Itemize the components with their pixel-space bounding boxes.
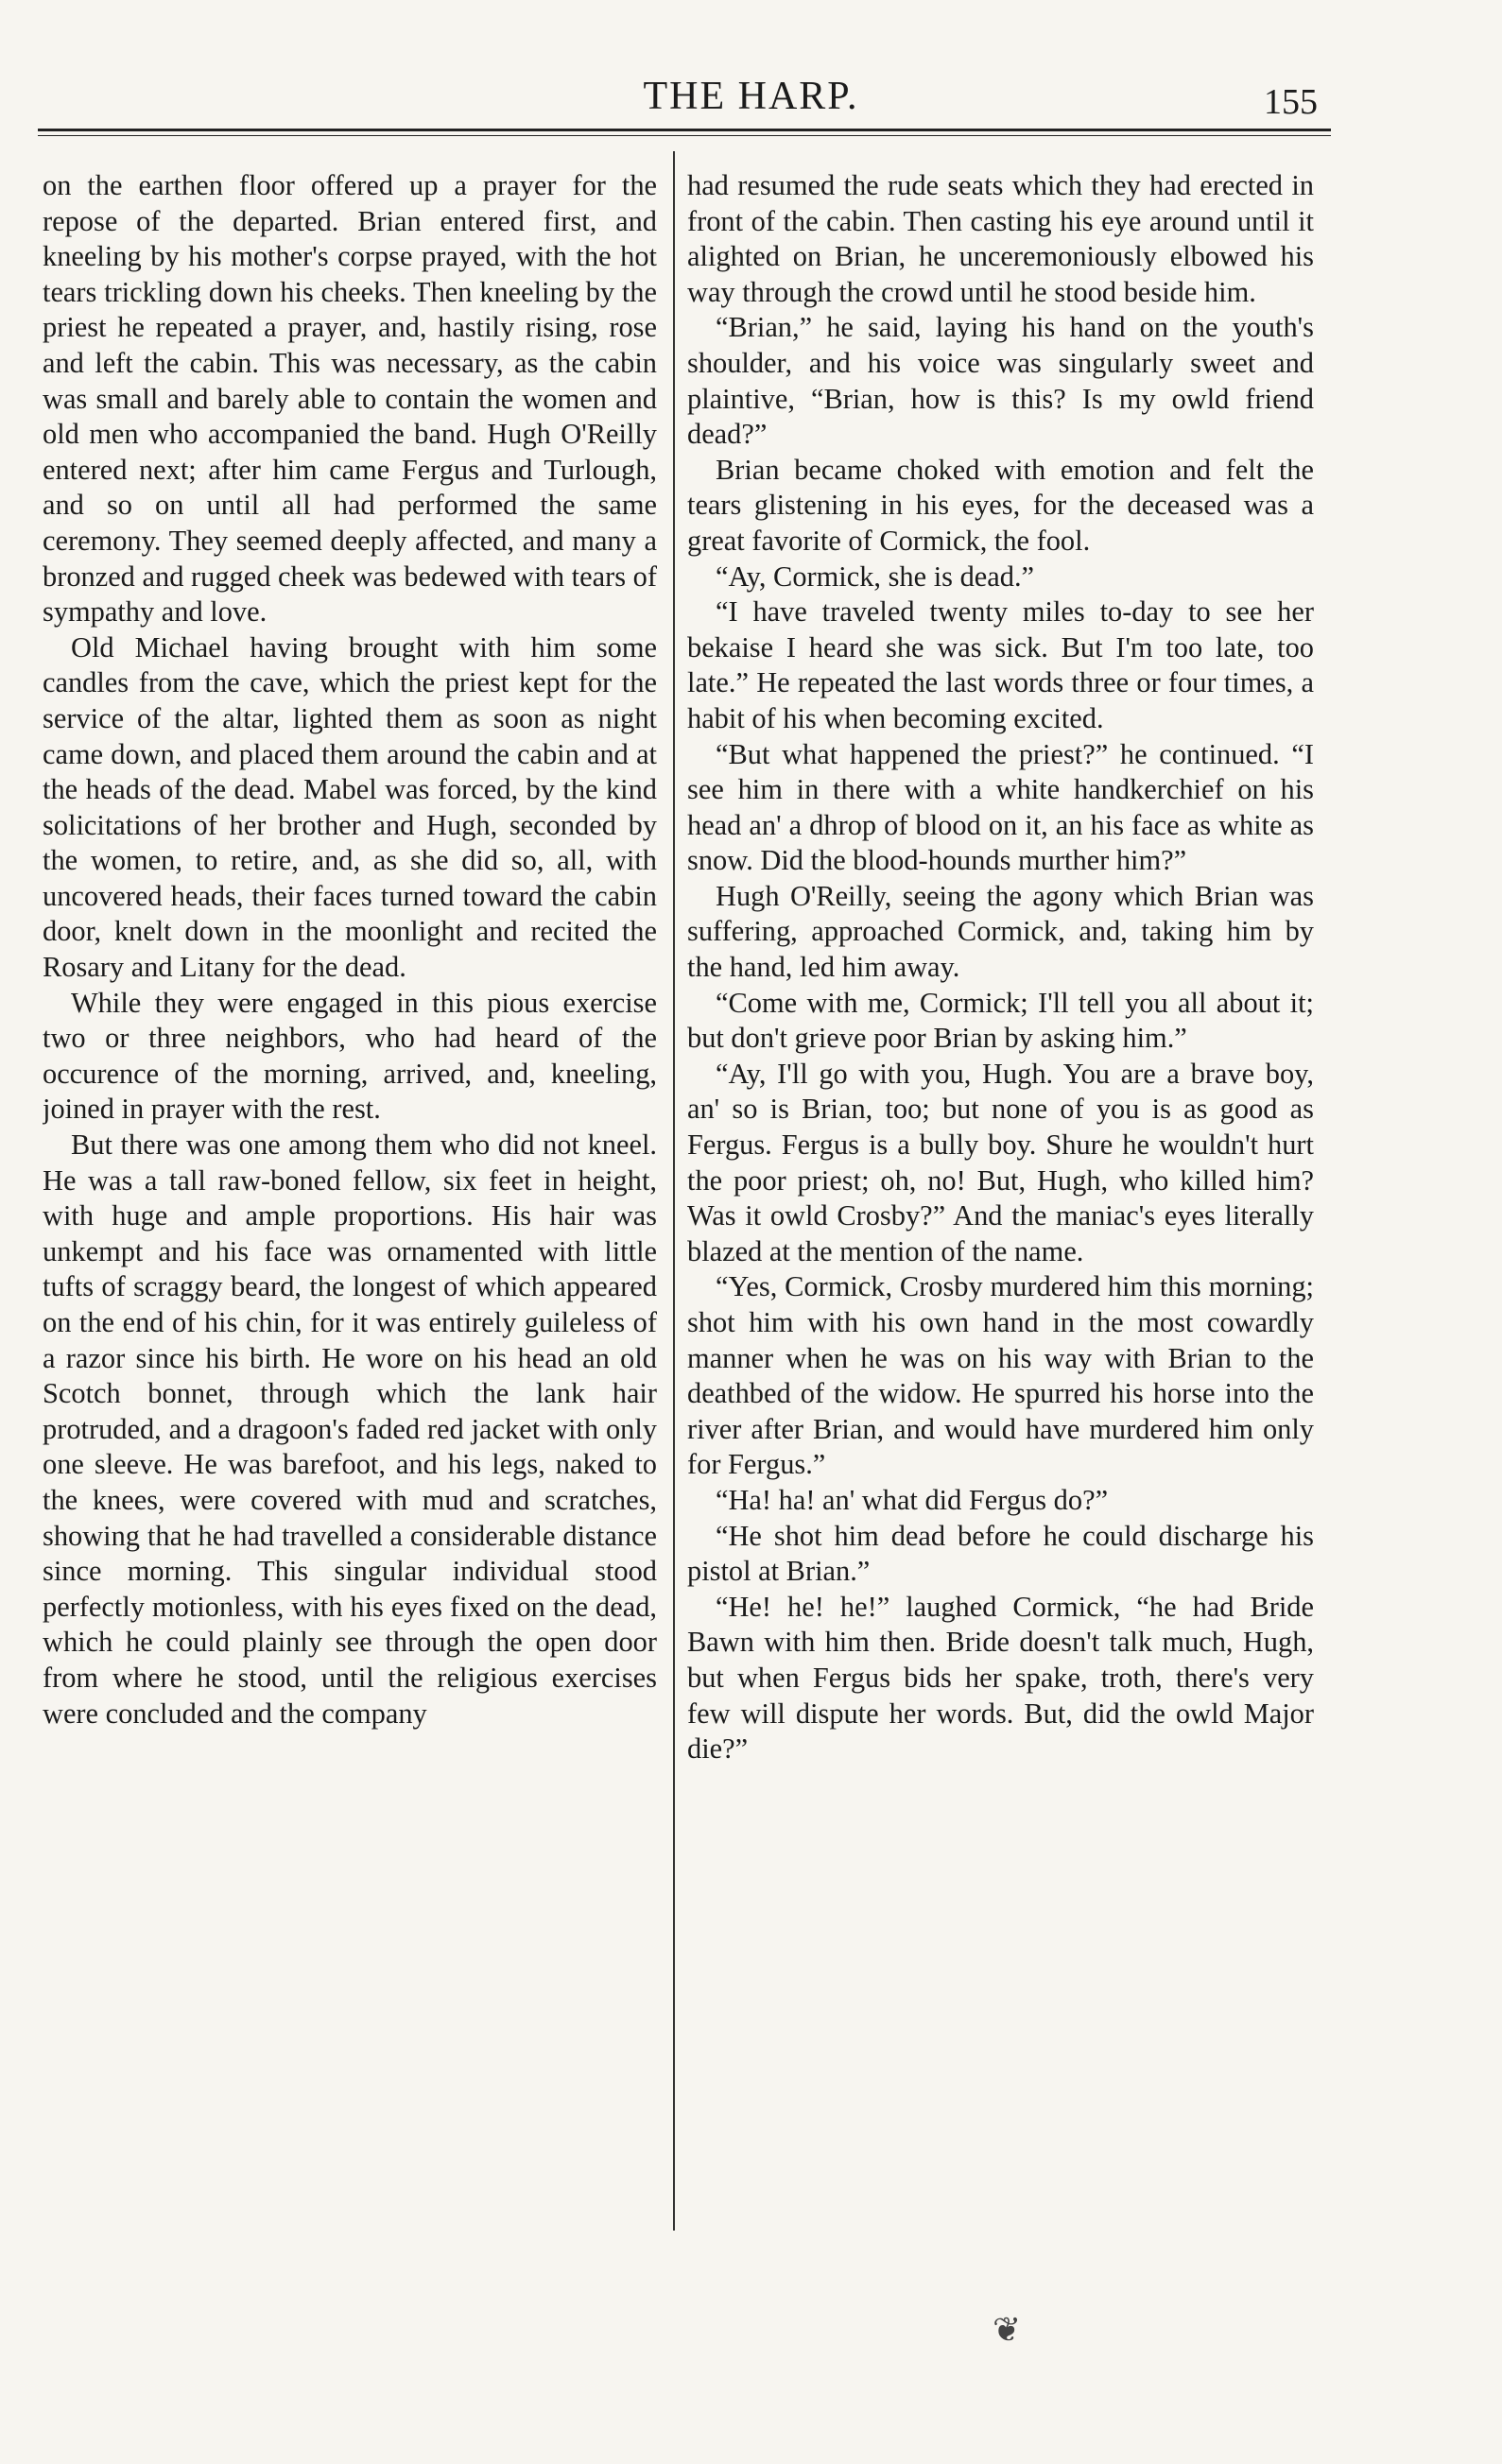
header-rule-thick bbox=[38, 129, 1331, 131]
tailpiece-ornament: ❦ bbox=[993, 2311, 1022, 2350]
paragraph: “Yes, Cormick, Crosby murdered him this morning; shot him with his own hand in the most cowardly manner when he was on his way with Brian to the deathbed of the widow. He spurred his horse into the river after Brian, and would have murdered him only for Fergus.” bbox=[687, 1270, 1314, 1481]
paragraph: “Ay, Cormick, she is dead.” bbox=[716, 560, 1035, 593]
paragraph: Hugh O'Reilly, seeing the agony which Brian was suffering, approached Cormick, and, taking him by the hand, led him away. bbox=[687, 879, 1314, 984]
paragraph: “Come with me, Cormick; I'll tell you all about it; but don't grieve poor Brian by asking him.” bbox=[687, 986, 1314, 1055]
paragraph: “I have traveled twenty miles to-day to see her bekaise I heard she was sick. But I'm too late, too late.” He repeated the last words three or four times, a habit of his when becoming excited. bbox=[687, 595, 1314, 734]
page-header bbox=[0, 0, 1502, 142]
paragraph: “But what happened the priest?” he continued. “I see him in there with a white handkerchief on his head an' a dhrop of blood on it, an his face as white as snow. Did the blood-hounds murther him?” bbox=[687, 737, 1314, 877]
paragraph: But there was one among them who did not kneel. He was a tall raw-boned fellow, six feet in height, with huge and ample proportions. His hair was unkempt and his face was ornamented with little tufts of scraggy beard, the longest of which appeared on the end of his chin, for it was entirely guileless of a razor since his birth. He wore on his head an old Scotch bonnet, through which the lank hair protruded, and a dragoon's faded red jacket with only one sleeve. He was barefoot, and his legs, naked to the knees, were covered with mud and scratches, showing that he had travelled a considerable distance since morning. This singular individual stood perfectly motionless, with his eyes fixed on the dead, which he could plainly see through the open door from where he stood, until the religious exercises were concluded and the company bbox=[43, 1129, 657, 1730]
page-number: 155 bbox=[1264, 82, 1318, 122]
header-rule-thin bbox=[38, 135, 1331, 136]
paragraph: on the earthen floor offered up a prayer for the repose of the departed. Brian entered first, and kneeling by his mother's corpse prayed, with the hot tears trickling down his cheeks. Then kneeling by the priest he repeated a prayer, and, hastily rising, rose and left the cabin. This was necessary, as the cabin was small and barely able to contain the women and old men who accompanied the band. Hugh O'Reilly entered next; after him came Fergus and Turlough, and so on until all had performed the same ceremony. They seemed deeply affected, and many a bronzed and rugged cheek was bedewed with tears of sympathy and love. bbox=[43, 169, 657, 629]
paragraph: “He! he! he!” laughed Cormick, “he had Bride Bawn with him then. Bride doesn't talk much, Hugh, but when Fergus bids her spake, troth, there's very few will dispute her words. But, did the owld Major die?” bbox=[687, 1590, 1314, 1766]
paragraph: “Ha! ha! an' what did Fergus do?” bbox=[716, 1483, 1109, 1516]
paragraph: “He shot him dead before he could discharge his pistol at Brian.” bbox=[687, 1519, 1314, 1588]
column-divider bbox=[673, 151, 675, 2231]
right-column bbox=[687, 168, 1314, 2229]
paragraph: Brian became choked with emotion and felt the tears glistening in his eyes, for the deceased was a great favorite of Cormick, the fool. bbox=[687, 453, 1314, 557]
left-column bbox=[43, 168, 657, 2229]
paragraph: had resumed the rude seats which they had erected in front of the cabin. Then casting his eye around until it alighted on Brian, he unceremoniously elbowed his way through the crowd until he stood beside him. bbox=[687, 169, 1314, 308]
paragraph: Old Michael having brought with him some candles from the cave, which the priest kept for the service of the altar, lighted them as soon as night came down, and placed them around the cabin and at the heads of the dead. Mabel was forced, by the kind solicitations of her brother and Hugh, seconded by the women, to retire, and, as she did so, all, with uncovered heads, their faces turned toward the cabin door, knelt down in the moonlight and recited the Rosary and Litany for the dead. bbox=[43, 630, 657, 984]
paragraph: While they were engaged in this pious exercise two or three neighbors, who had heard of the occurence of the morning, arrived, and, kneeling, joined in prayer with the rest. bbox=[43, 986, 657, 1126]
paragraph: “Brian,” he said, laying his hand on the youth's shoulder, and his voice was singularly sweet and plaintive, “Brian, how is this? Is my owld friend dead?” bbox=[687, 311, 1314, 451]
page-title: THE HARP. bbox=[643, 75, 859, 118]
paragraph: “Ay, I'll go with you, Hugh. You are a brave boy, an' so is Brian, too; but none of you is as good as Fergus. Fergus is a bully boy. Shure he wouldn't hurt the poor priest; oh, no! But, Hugh, who killed him? Was it owld Crosby?” And the maniac's eyes literally blazed at the mention of the name. bbox=[687, 1057, 1314, 1267]
